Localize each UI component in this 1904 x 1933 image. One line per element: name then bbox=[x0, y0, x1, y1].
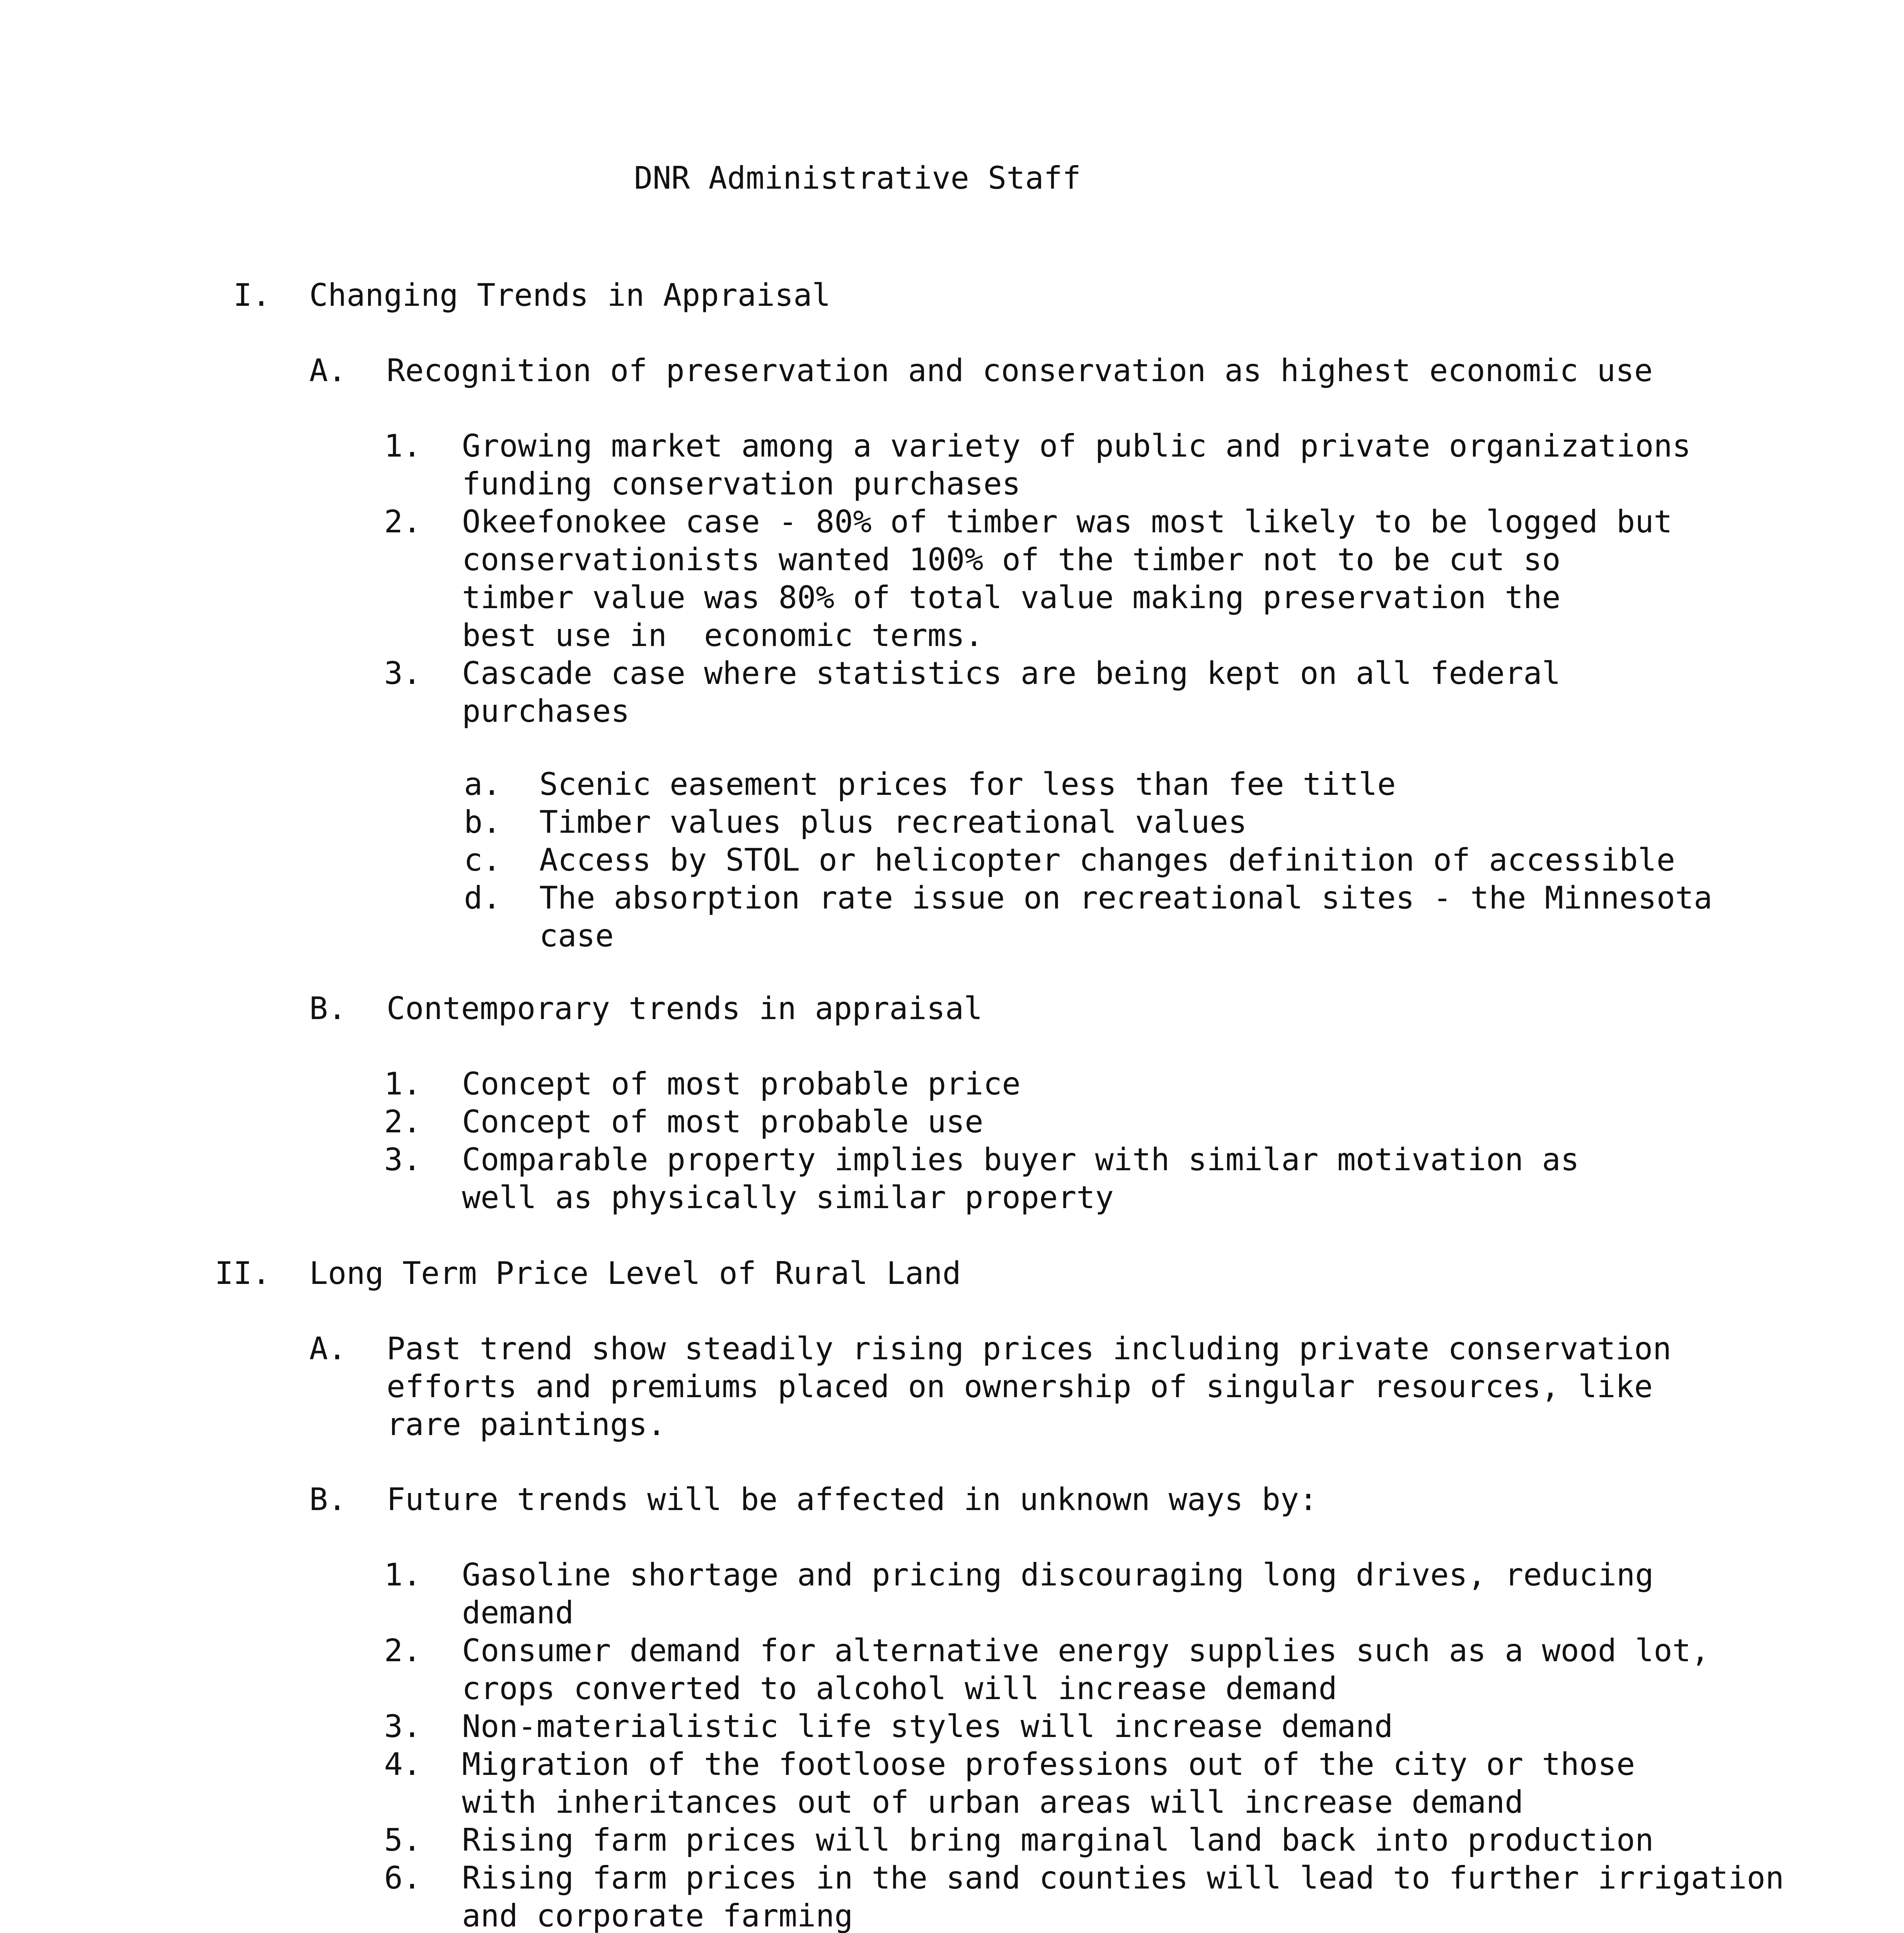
list-item-number: 1. bbox=[384, 1066, 421, 1102]
subsection-heading: Contemporary trends in appraisal bbox=[387, 990, 983, 1026]
subsection-text: Past trend show steadily rising prices including private conservation efforts and premiums placed on ownership of singular resources, like rare paintings. bbox=[387, 1331, 1672, 1442]
list-item-text: Migration of the footloose professions out of the city or those with inheritances out of urban areas will increase demand bbox=[462, 1746, 1635, 1820]
list-item-number: 3. bbox=[384, 1708, 421, 1744]
subsection-letter: B. bbox=[309, 1481, 347, 1517]
sublist-item-text: Scenic easement prices for less than fee title bbox=[539, 766, 1396, 802]
list-item-number: 2. bbox=[384, 1104, 421, 1140]
list-item-text: Rising farm prices will bring marginal land back into production bbox=[462, 1822, 1654, 1858]
list-item-number: 2. bbox=[384, 504, 421, 540]
list-item-text: Consumer demand for alternative energy supplies such as a wood lot, crops converted to alcohol will increase demand bbox=[462, 1633, 1710, 1706]
list-item-number: 6. bbox=[384, 1860, 421, 1896]
list-item-number: 3. bbox=[384, 655, 421, 691]
subsection-heading: Future trends will be affected in unknown ways by: bbox=[387, 1481, 1318, 1517]
list-item-text: Non-materialistic life styles will increase demand bbox=[462, 1708, 1393, 1744]
list-item-text: Growing market among a variety of public and private organizations funding conservation purchases bbox=[462, 428, 1691, 502]
list-item-text: Concept of most probable price bbox=[462, 1066, 1021, 1102]
list-item-text: Cascade case where statistics are being kept on all federal purchases bbox=[462, 655, 1561, 729]
sublist-item-letter: d. bbox=[464, 880, 501, 916]
section-number: II. bbox=[215, 1255, 271, 1291]
sublist-item-letter: b. bbox=[464, 804, 501, 840]
list-item-number: 5. bbox=[384, 1822, 421, 1858]
list-item-text: Gasoline shortage and pricing discouraging long drives, reducing demand bbox=[462, 1557, 1654, 1631]
subsection-letter: A. bbox=[309, 353, 347, 389]
section-heading: Changing Trends in Appraisal bbox=[309, 277, 831, 313]
list-item-number: 3. bbox=[384, 1142, 421, 1178]
list-item-number: 1. bbox=[384, 428, 421, 464]
sublist-item-text: Timber values plus recreational values bbox=[539, 804, 1247, 840]
subsection-heading: Recognition of preservation and conservation as highest economic use bbox=[387, 353, 1653, 389]
page-title: DNR Administrative Staff bbox=[634, 160, 1081, 196]
list-item-text: Okeefonokee case - 80% of timber was most likely to be logged but conservationists wanted 100% of the timber not to be cut so timber value was 80% of total value making preservation the best use in economic terms. bbox=[462, 504, 1672, 653]
list-item-text: Concept of most probable use bbox=[462, 1104, 984, 1140]
list-item-text: Comparable property implies buyer with similar motivation as well as physically similar property bbox=[462, 1142, 1579, 1215]
sublist-item-text: The absorption rate issue on recreational sites - the Minnesota case bbox=[539, 880, 1713, 954]
section-number: I. bbox=[233, 277, 271, 313]
list-item-number: 1. bbox=[384, 1557, 421, 1593]
list-item-number: 2. bbox=[384, 1633, 421, 1669]
sublist-item-text: Access by STOL or helicopter changes definition of accessible bbox=[539, 842, 1676, 878]
subsection-letter: B. bbox=[309, 990, 347, 1026]
list-item-number: 4. bbox=[384, 1746, 421, 1782]
list-item-text: Rising farm prices in the sand counties will lead to further irrigation and corporate farming bbox=[462, 1860, 1784, 1933]
sublist-item-letter: a. bbox=[464, 766, 501, 802]
section-heading: Long Term Price Level of Rural Land bbox=[309, 1255, 961, 1291]
sublist-item-letter: c. bbox=[464, 842, 501, 878]
subsection-letter: A. bbox=[309, 1331, 347, 1367]
